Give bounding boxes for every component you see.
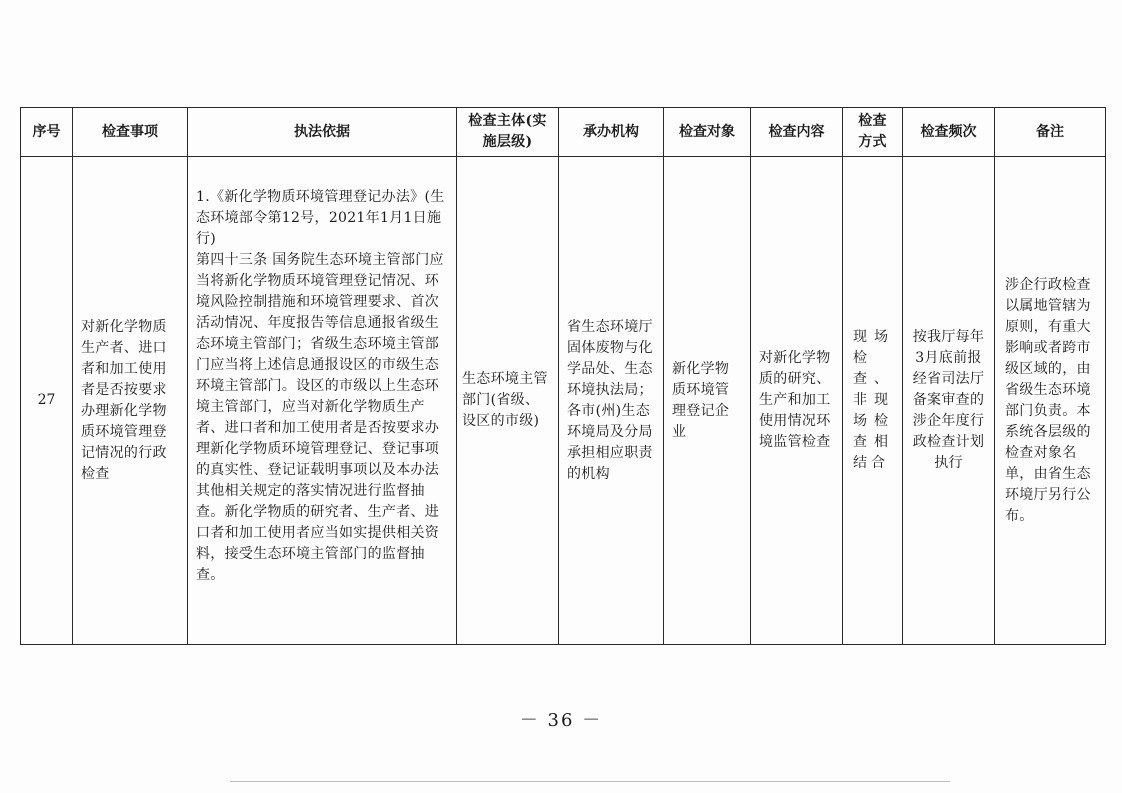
cell-frequency: [903, 157, 995, 645]
header-content: 检查内容: [751, 108, 843, 157]
cell-content-text: 对新化学物质的研究、生产和加工使用情况环境监管检查: [759, 350, 831, 450]
page-number: － 36 －: [519, 710, 603, 731]
header-frequency: 检查频次: [903, 108, 995, 157]
header-subject-label: 检查主体(实施层级): [468, 113, 547, 150]
inspection-table: [20, 107, 1106, 645]
cell-agency: [559, 157, 664, 645]
bottom-scan-line: [230, 781, 950, 782]
header-method: [843, 108, 903, 157]
cell-subject-text: 生态环境主管部门(省级、设区的市级): [462, 371, 548, 429]
cell-agency-text: 省生态环境厅固体废物与化学品处、生态环境执法局；各市(州)生态环境局及分局承担相应职责的机构: [567, 318, 653, 482]
cell-frequency-text: 按我厅每年3月底前报经省司法厅备案审查的涉企年度行政检查计划执行: [912, 329, 985, 471]
cell-note-text: 涉企行政检查以属地管辖为原则，有重大影响或者跨市级区域的，由省级生态环境部门负责。本系统各层级的检查对象名单，由省生态环境厅另行公布。: [1005, 276, 1091, 524]
cell-target: [664, 157, 751, 645]
header-seq: 序号: [21, 108, 73, 157]
cell-basis-text: [188, 157, 456, 586]
cell-target-text: 新化学物质环境管理登记企业: [672, 360, 730, 440]
cell-seq: 27: [21, 157, 73, 645]
table-header-row: [21, 108, 1106, 157]
basis-article-43: 第四十三条 国务院生态环境主管部门应当将新化学物质环境管理登记情况、环境风险控制措施和环境管理要求、首次活动情况、年度报告等信息通报省级生态环境主管部门；省级生态环境主管部门应当将上述信息通报设区的市级生态环境主管部门。设区的市级以上生态环境主管部门，应当对新化学物质生产者、进口者和加工使用者是否按要求办理新化学物质环境管理登记、登记事项的真实性、登记证载明事项以及本办法其他相关规定的落实情况进行监督抽查。新化学物质的研究者、生产者、进口者和加工使用者应当如实提供相关资料，接受生态环境主管部门的监督抽查。: [196, 252, 444, 583]
cell-method-text: 现场检查、非现场检查相结合: [853, 329, 892, 471]
cell-item: [73, 157, 188, 645]
header-note: 备注: [995, 108, 1106, 157]
header-subject: [457, 108, 559, 157]
header-method-label: 检查方式: [858, 113, 887, 150]
table-row: [21, 157, 1106, 645]
cell-note: [995, 157, 1106, 645]
header-item: 检查事项: [73, 108, 188, 157]
header-target: 检查对象: [664, 108, 751, 157]
header-basis: 执法依据: [188, 108, 457, 157]
cell-basis: [188, 157, 457, 645]
cell-subject: [457, 157, 559, 645]
cell-method: [843, 157, 903, 645]
cell-content: [751, 157, 843, 645]
cell-item-text: 对新化学物质生产者、进口者和加工使用者是否按要求办理新化学物质环境管理登记情况的行政检查: [81, 318, 167, 482]
header-agency: 承办机构: [559, 108, 664, 157]
basis-regulation-title: 1.《新化学物质环境管理登记办法》(生态环境部令第12号，2021年1月1日施行): [196, 189, 445, 247]
